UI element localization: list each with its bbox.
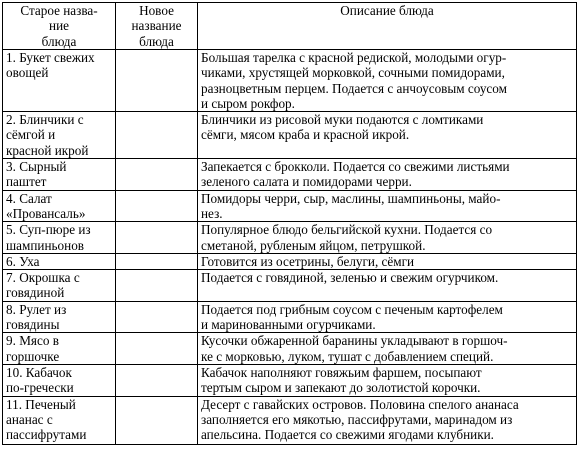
cell-line: 2. Блинчики с: [6, 112, 84, 128]
cell-line: горшочке: [6, 348, 60, 364]
table-row: [3, 190, 577, 222]
cell-line: ке с морковью, луком, тушат с добавлением специй.: [201, 348, 494, 364]
cell-line: 5. Суп-пюре из: [6, 222, 91, 238]
cell-line: 10. Кабачок: [6, 364, 72, 380]
table-row: [3, 301, 577, 333]
table-row: [3, 333, 577, 365]
cell-line: по-гречески: [6, 380, 74, 396]
cell-line: говядины: [6, 317, 60, 333]
cell-line: нез.: [201, 205, 223, 221]
menu-document: [2, 2, 576, 445]
table-row: [3, 222, 577, 254]
cell-line: блюда: [139, 33, 174, 49]
description-cell: [198, 396, 577, 444]
table-row: [3, 270, 577, 302]
new-name-cell[interactable]: [116, 112, 198, 159]
description-cell: [198, 190, 577, 222]
cell-line: Помидоры черри, сыр, маслины, шампиньоны, майо-: [201, 190, 501, 206]
cell-line: 1. Букет свежих: [6, 50, 95, 65]
cell-line: зеленого салата и помидорами черри.: [201, 174, 412, 190]
new-name-cell[interactable]: [116, 253, 198, 269]
header-old-name: [3, 3, 116, 50]
cell-line: Подается с говядиной, зеленью и свежим огурчиком.: [201, 270, 499, 286]
cell-line: название: [131, 18, 182, 34]
cell-line: Описание блюда: [340, 3, 434, 18]
cell-line: 8. Рулет из: [6, 301, 67, 317]
old-name-cell: [3, 270, 116, 302]
description-cell: [198, 364, 577, 396]
cell-line: и сыром рокфор.: [201, 95, 295, 111]
cell-line: Запекается с брокколи. Подается со свежими листьями: [201, 159, 510, 175]
cell-line: Кабачок наполняют говяжьим фаршем, посыпают: [201, 364, 482, 380]
table-row: [3, 50, 577, 112]
cell-line: сёмги, мясом краба и красной икрой.: [201, 127, 410, 143]
description-cell: [198, 50, 577, 112]
cell-line: Старое назва-: [20, 3, 98, 18]
description-cell: [198, 112, 577, 159]
cell-line: пассифрутами: [6, 427, 87, 443]
cell-line: паштет: [6, 174, 47, 190]
cell-line: 4. Салат: [6, 190, 52, 206]
header-new-name: [116, 3, 198, 50]
cell-line: овощей: [6, 65, 49, 81]
cell-line: Большая тарелка с красной редиской, молодыми огур-: [201, 50, 507, 65]
cell-line: ананас с: [6, 411, 53, 427]
cell-line: тертым сыром и запекают до золотистой корочки.: [201, 380, 481, 396]
cell-line: Десерт с гавайских островов. Половина спелого ананаса: [201, 396, 519, 412]
cell-line: 9. Мясо в: [6, 333, 59, 349]
table-header-row: [3, 3, 577, 50]
cell-line: чиками, хрустящей морковкой, сочными помидорами,: [201, 65, 505, 81]
old-name-cell: [3, 222, 116, 254]
old-name-cell: [3, 364, 116, 396]
new-name-cell[interactable]: [116, 222, 198, 254]
new-name-cell[interactable]: [116, 364, 198, 396]
old-name-cell: [3, 333, 116, 365]
cell-line: Кусочки обжаренной баранины укладывают в горшоч-: [201, 333, 508, 349]
old-name-cell: [3, 112, 116, 159]
cell-line: Подается под грибным соусом с печеным картофелем: [201, 301, 503, 317]
new-name-cell[interactable]: [116, 396, 198, 444]
cell-line: «Провансаль»: [6, 205, 86, 221]
cell-line: сёмгой и: [6, 127, 56, 143]
new-name-cell[interactable]: [116, 333, 198, 365]
cell-line: разноцветным перцем. Подается с анчоусовым соусом: [201, 80, 507, 96]
new-name-cell[interactable]: [116, 190, 198, 222]
cell-line: 7. Окрошка с: [6, 270, 80, 286]
table-row: [3, 364, 577, 396]
cell-line: 11. Печеный: [6, 396, 76, 412]
dish-table: [2, 2, 577, 445]
description-cell: [198, 270, 577, 302]
cell-line: и маринованными огурчиками.: [201, 317, 376, 333]
cell-line: блюда: [41, 33, 77, 49]
cell-line: Готовится из осетрины, белуги, сёмги: [201, 253, 415, 269]
cell-line: Блинчики из рисовой муки подаются с ломтиками: [201, 112, 484, 128]
description-cell: [198, 222, 577, 254]
new-name-cell[interactable]: [116, 301, 198, 333]
cell-line: ние: [49, 18, 69, 34]
table-row: [3, 159, 577, 191]
table-row: [3, 253, 577, 269]
new-name-cell[interactable]: [116, 159, 198, 191]
cell-line: 6. Уха: [6, 253, 40, 269]
old-name-cell: [3, 190, 116, 222]
description-cell: [198, 159, 577, 191]
table-body: [3, 50, 577, 445]
cell-line: заполняется его мякотью, пассифрутами, маринадом из: [201, 411, 513, 427]
old-name-cell: [3, 396, 116, 444]
cell-line: апельсина. Подается со свежими ягодами клубники.: [201, 427, 494, 443]
cell-line: Популярное блюдо бельгийской кухни. Подается со: [201, 222, 493, 238]
header-description: [198, 3, 577, 50]
description-cell: [198, 301, 577, 333]
cell-line: шампиньонов: [6, 237, 85, 253]
old-name-cell: [3, 50, 116, 112]
description-cell: [198, 333, 577, 365]
cell-line: Новое: [139, 3, 174, 18]
new-name-cell[interactable]: [116, 50, 198, 112]
old-name-cell: [3, 253, 116, 269]
table-row: [3, 112, 577, 159]
description-cell: [198, 253, 577, 269]
cell-line: красной икрой: [6, 142, 89, 158]
new-name-cell[interactable]: [116, 270, 198, 302]
cell-line: сметаной, рубленым яйцом, петрушкой.: [201, 237, 426, 253]
old-name-cell: [3, 159, 116, 191]
cell-line: 3. Сырный: [6, 159, 67, 175]
table-row: [3, 396, 577, 444]
cell-line: говядиной: [6, 285, 65, 301]
old-name-cell: [3, 301, 116, 333]
